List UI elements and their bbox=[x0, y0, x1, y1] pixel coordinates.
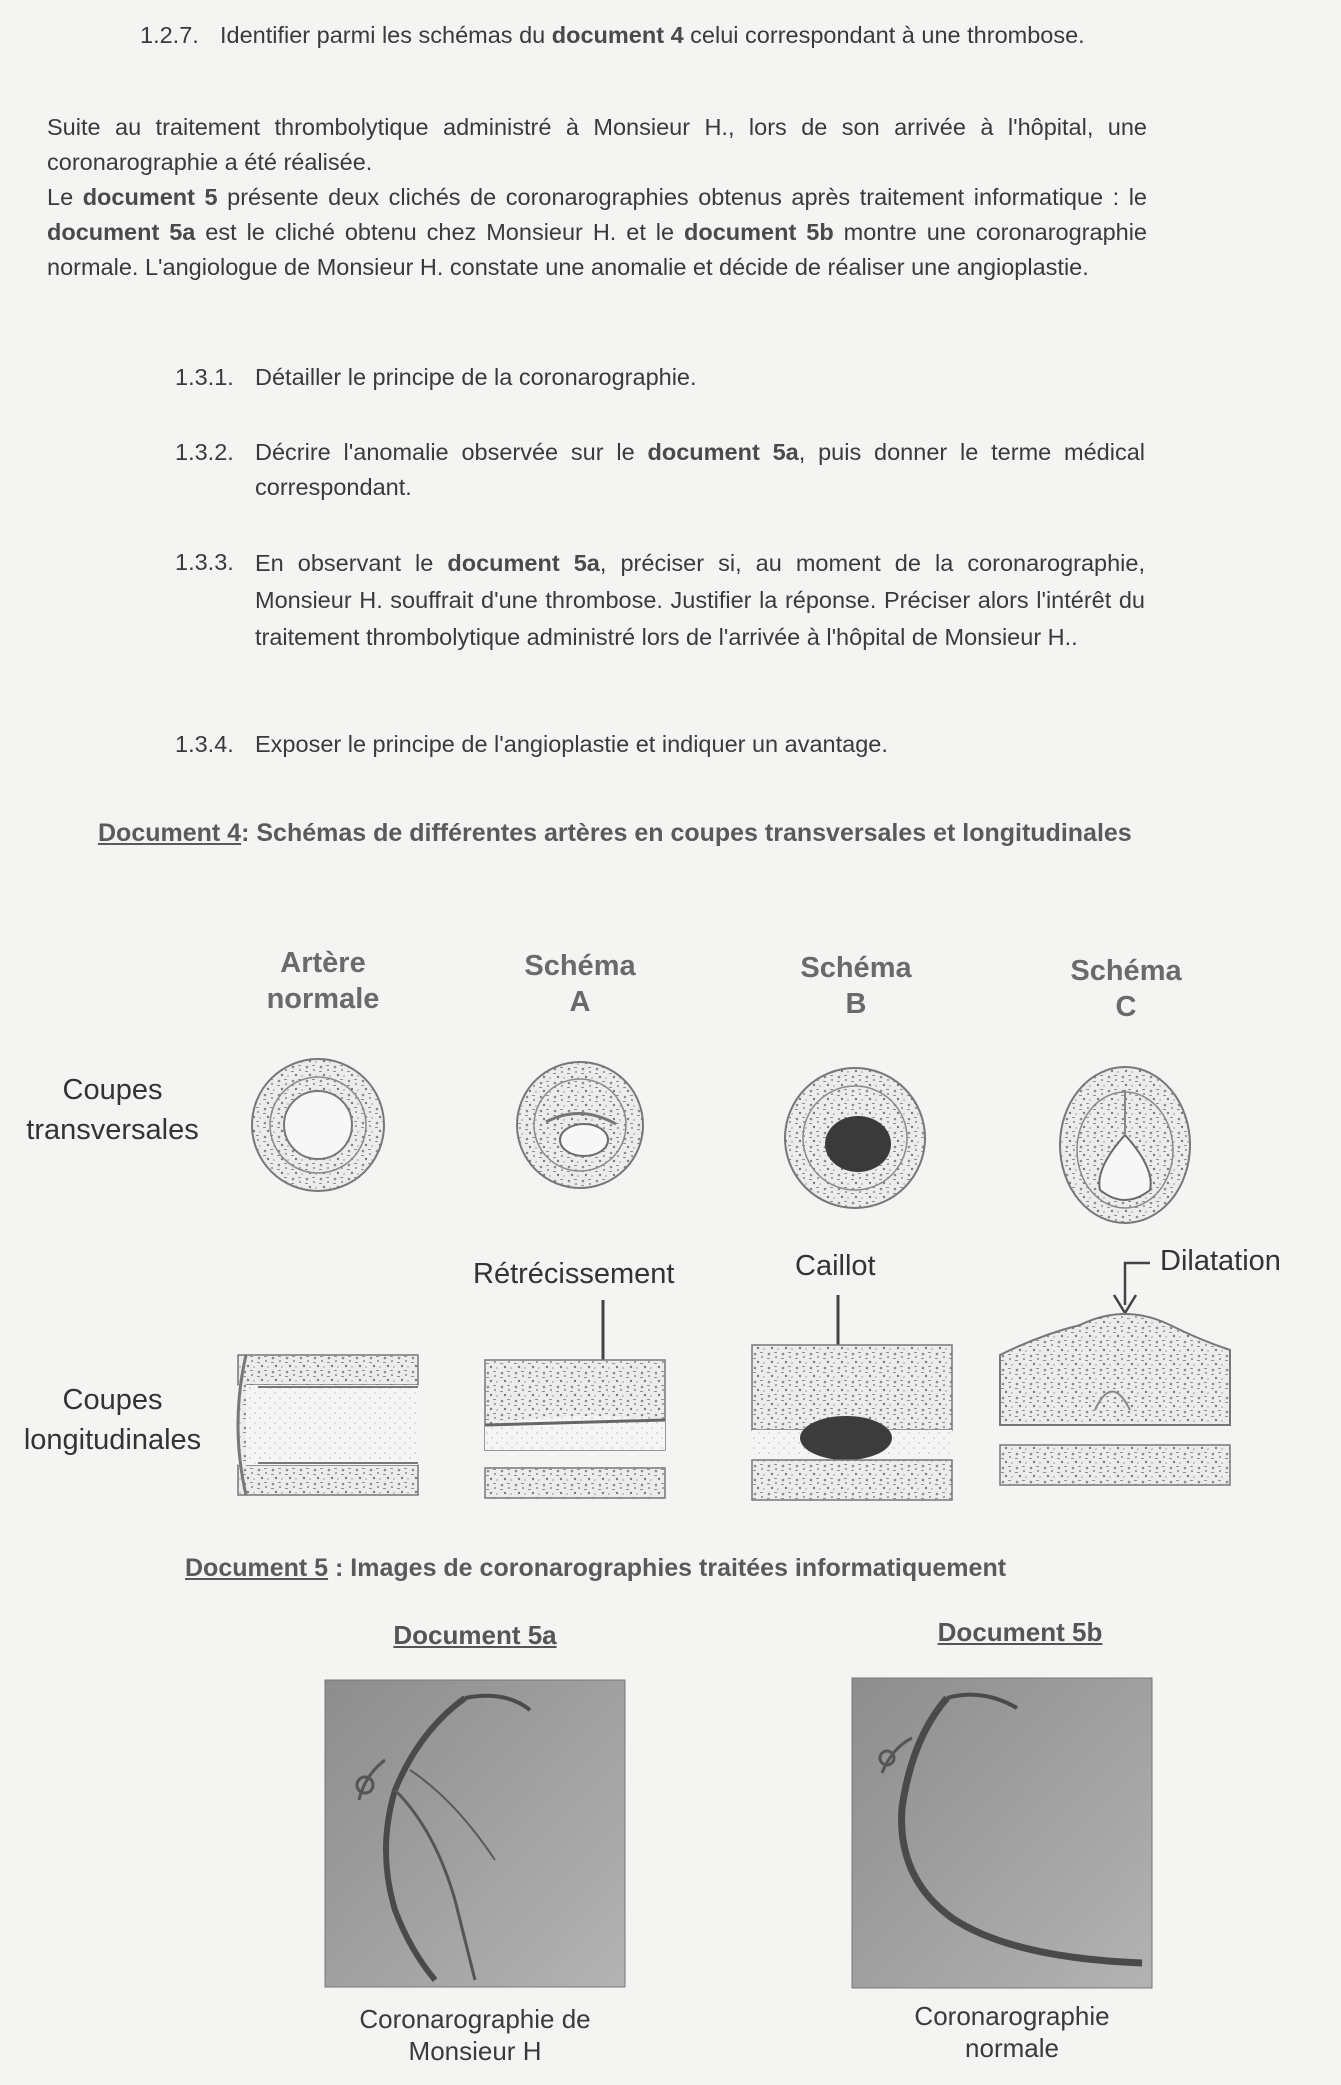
col-head-normal bbox=[223, 945, 423, 1017]
col-head-schema-c bbox=[1026, 953, 1226, 1025]
question-text: Identifier parmi les schémas du bbox=[220, 22, 552, 48]
document-ref: document 5a bbox=[647, 439, 799, 465]
caption-5a bbox=[305, 2003, 645, 2067]
col-head-line: normale bbox=[266, 983, 380, 1015]
row-label-line: transversales bbox=[26, 1114, 199, 1146]
caption-line: Coronarographie bbox=[914, 2001, 1110, 2031]
document-ref: document 4 bbox=[551, 22, 684, 48]
question-number: 1.3.2. bbox=[175, 439, 234, 465]
col-head-line: B bbox=[845, 988, 867, 1020]
caption-5b bbox=[842, 2000, 1182, 2064]
question-1-3-4 bbox=[175, 727, 1145, 767]
row-label-transversal bbox=[0, 1070, 225, 1150]
question-text: En observant le bbox=[255, 550, 448, 576]
col-head-line: Artère bbox=[280, 947, 366, 979]
document-4-heading bbox=[98, 815, 1178, 851]
caption-line: Monsieur H bbox=[408, 2036, 542, 2066]
question-text: Exposer le principe de l'angioplastie et indiquer un avantage. bbox=[255, 731, 888, 757]
question-number: 1.3.1. bbox=[175, 364, 234, 390]
document-5-heading bbox=[185, 1550, 1225, 1586]
document-ref: document 5b bbox=[684, 219, 834, 245]
callout-dilatation: Dilatation bbox=[1160, 1245, 1281, 1277]
question-text: , puis donner le terme médical correspondant. bbox=[255, 439, 1146, 500]
callout-retrecissement: Rétrécissement bbox=[473, 1258, 675, 1290]
col-head-schema-b bbox=[756, 950, 956, 1022]
row-label-line: longitudinales bbox=[23, 1424, 202, 1456]
question-1-3-1 bbox=[175, 360, 1145, 400]
question-number: 1.3.3. bbox=[175, 549, 234, 575]
coronarography-image-5b bbox=[852, 1678, 1152, 1988]
document-4-title: : Schémas de différentes artères en coupes transversales et longitudinales bbox=[241, 819, 1132, 847]
schema-c-cross-section bbox=[1050, 1060, 1200, 1230]
caption-line: Coronarographie de bbox=[359, 2004, 591, 2034]
intro-paragraph-1: Suite au traitement thrombolytique administré à Monsieur H., lors de son arrivée à l'hôpital, une coronarographie a été réalisée. bbox=[47, 114, 1147, 175]
normal-artery-longitudinal bbox=[228, 1355, 418, 1495]
col-head-line: Schéma bbox=[1070, 955, 1182, 987]
question-text: celui correspondant à une thrombose. bbox=[683, 22, 1085, 48]
schema-a-cross-section bbox=[510, 1052, 650, 1202]
schema-c-longitudinal bbox=[1000, 1255, 1230, 1505]
document-5a-label: Document 5a bbox=[393, 1620, 557, 1650]
text-span: Le bbox=[47, 184, 83, 210]
question-text: Détailler le principe de la coronarographie. bbox=[255, 364, 697, 390]
question-1-3-3 bbox=[175, 545, 1145, 695]
document-5-label: Document 5 bbox=[185, 1554, 329, 1582]
question-1-2-7 bbox=[140, 18, 1110, 88]
schema-b-cross-section bbox=[780, 1060, 930, 1220]
schema-a-longitudinal bbox=[485, 1300, 665, 1500]
col-head-line: Schéma bbox=[800, 952, 912, 984]
document-5b-label: Document 5b bbox=[937, 1617, 1103, 1647]
document-ref: document 5a bbox=[47, 219, 196, 245]
question-1-3-2 bbox=[175, 435, 1145, 510]
col-head-line: C bbox=[1115, 991, 1137, 1023]
row-label-longitudinal bbox=[0, 1380, 225, 1460]
col-head-line: A bbox=[569, 986, 591, 1018]
col-head-line: Schéma bbox=[524, 950, 636, 982]
document-ref: document 5 bbox=[82, 184, 218, 210]
caption-line: normale bbox=[965, 2033, 1059, 2063]
document-ref: document 5a bbox=[447, 550, 600, 576]
text-span: montre une coronarographie normale. L'angiologue de Monsieur H. constate une anomalie et décide de réaliser une angioplastie. bbox=[47, 219, 1147, 280]
question-number: 1.3.4. bbox=[175, 731, 234, 757]
callout-caillot: Caillot bbox=[795, 1250, 876, 1282]
row-label-line: Coupes bbox=[62, 1074, 163, 1106]
row-label-line: Coupes bbox=[62, 1384, 163, 1416]
col-head-schema-a bbox=[480, 948, 680, 1020]
text-span: est le cliché obtenu chez Monsieur H. et le bbox=[195, 219, 685, 245]
question-number: 1.2.7. bbox=[140, 22, 199, 48]
normal-artery-cross-section bbox=[248, 1050, 388, 1200]
intro-paragraph-2 bbox=[47, 180, 1147, 285]
schema-b-longitudinal bbox=[752, 1295, 952, 1505]
text-span: présente deux clichés de coronarographies obtenus après traitement informatique : le bbox=[217, 184, 1147, 210]
document-5-title: : Images de coronarographies traitées informatiquement bbox=[328, 1554, 1007, 1582]
coronarography-image-5a bbox=[325, 1680, 625, 1987]
question-text: , préciser si, au moment de la coronarographie, Monsieur H. souffrait d'une thrombose. Justifier la réponse. Préciser alors l'intérêt du traitement thrombolytique administré lors de l'arrivée à l'hôpital de Monsieur H.. bbox=[255, 550, 1146, 650]
document-4-label: Document 4 bbox=[98, 819, 242, 847]
question-text: Décrire l'anomalie observée sur le bbox=[255, 439, 648, 465]
